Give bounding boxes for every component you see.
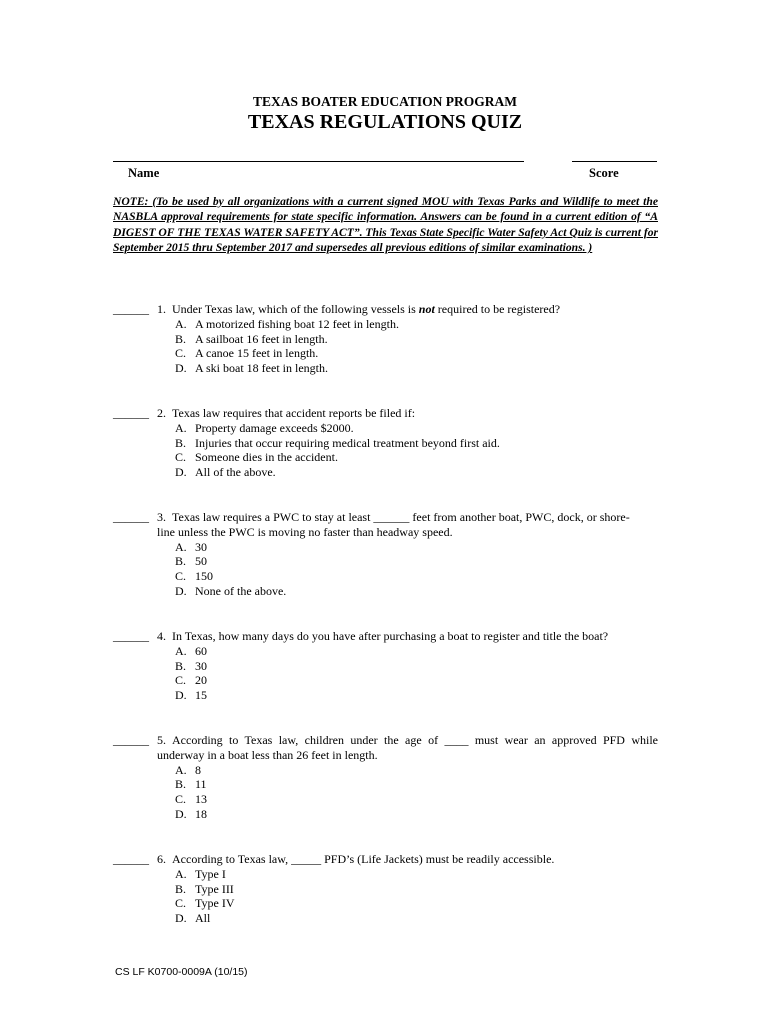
question-text: Texas law requires that accident reports be filed if:: [172, 406, 416, 420]
question-number: 6.: [157, 852, 166, 866]
question-2: [113, 406, 658, 480]
option-d: D. None of the above.: [175, 583, 287, 598]
question-number: 1.: [157, 302, 166, 316]
score-line: [572, 161, 657, 162]
option-c: C. 20: [175, 673, 207, 688]
question-1: [113, 302, 658, 376]
option-a: A. 60: [175, 643, 207, 658]
option-a: A. Property damage exceeds $2000.: [175, 420, 354, 435]
option-d: D. A ski boat 18 feet in length.: [175, 361, 328, 376]
question-text-continued: underway in a boat less than 26 feet in length.: [157, 747, 378, 762]
score-label: Score: [589, 166, 619, 180]
option-d: D. 15: [175, 688, 207, 703]
option-b: B. 50: [175, 554, 207, 569]
question-text: Texas law requires a PWC to stay at least ______ feet from another boat, PWC, dock, or shore-: [172, 510, 630, 524]
option-c: C. Someone dies in the accident.: [175, 450, 338, 465]
option-b: B. 30: [175, 658, 207, 673]
option-c: C. Type IV: [175, 896, 235, 911]
question-text: Under Texas law, which of the following vessels is not required to be registered?: [172, 302, 561, 316]
name-line: [113, 161, 524, 162]
question-number: 5.: [157, 733, 166, 747]
option-c: C. 150: [175, 569, 213, 584]
option-a: A. 8: [175, 762, 201, 777]
option-b: B. A sailboat 16 feet in length.: [175, 331, 328, 346]
question-6: [113, 852, 658, 926]
answer-blank: ______: [113, 629, 149, 643]
question-3: [113, 510, 658, 599]
question-text: According to Texas law, _____ PFD’s (Life Jackets) must be readily accessible.: [172, 852, 555, 866]
answer-blank: ______: [113, 852, 149, 866]
option-c: C. 13: [175, 792, 207, 807]
question-number: 4.: [157, 629, 166, 643]
question-text: According to Texas law, children under the age of ____ must wear an approved PFD while: [172, 733, 658, 747]
question-text-continued: line unless the PWC is moving no faster than headway speed.: [157, 524, 453, 539]
option-b: B. 11: [175, 777, 207, 792]
answer-blank: ______: [113, 406, 149, 420]
option-d: D. All: [175, 911, 211, 926]
emphasis-text: not: [418, 302, 435, 316]
answer-blank: ______: [113, 733, 149, 747]
name-label: Name: [128, 166, 160, 180]
option-d: D. 18: [175, 806, 207, 821]
answer-blank: ______: [113, 302, 149, 316]
question-number: 3.: [157, 510, 166, 524]
option-a: A. 30: [175, 539, 207, 554]
question-5: [113, 733, 658, 822]
option-a: A. Type I: [175, 866, 226, 881]
option-a: A. A motorized fishing boat 12 feet in length.: [175, 316, 399, 331]
option-c: C. A canoe 15 feet in length.: [175, 346, 319, 361]
quiz-title: TEXAS REGULATIONS QUIZ: [247, 111, 523, 133]
note-paragraph: NOTE: (To be used by all organizations with a current signed MOU with Texas Parks and Wildlife to meet the NASBLA approval requirements for state specific information. Answers can be found in a current edition of “A DIGEST OF THE TEXAS WATER SAFETY ACT”. This Texas State Specific Water Safety Act Quiz is current for September 2015 thru September 2017 and supersedes all previous editions of similar examinations. ): [113, 195, 658, 255]
answer-blank: ______: [113, 510, 149, 524]
form-code-footer: CS LF K0700-0009A (10/15): [115, 966, 248, 978]
question-4: [113, 629, 658, 703]
option-b: B. Type III: [175, 881, 234, 896]
program-heading: TEXAS BOATER EDUCATION PROGRAM: [253, 94, 517, 109]
option-d: D. All of the above.: [175, 465, 276, 480]
question-text: In Texas, how many days do you have after purchasing a boat to register and title the boat?: [172, 629, 609, 643]
option-b: B. Injuries that occur requiring medical treatment beyond first aid.: [175, 435, 500, 450]
question-number: 2.: [157, 406, 166, 420]
